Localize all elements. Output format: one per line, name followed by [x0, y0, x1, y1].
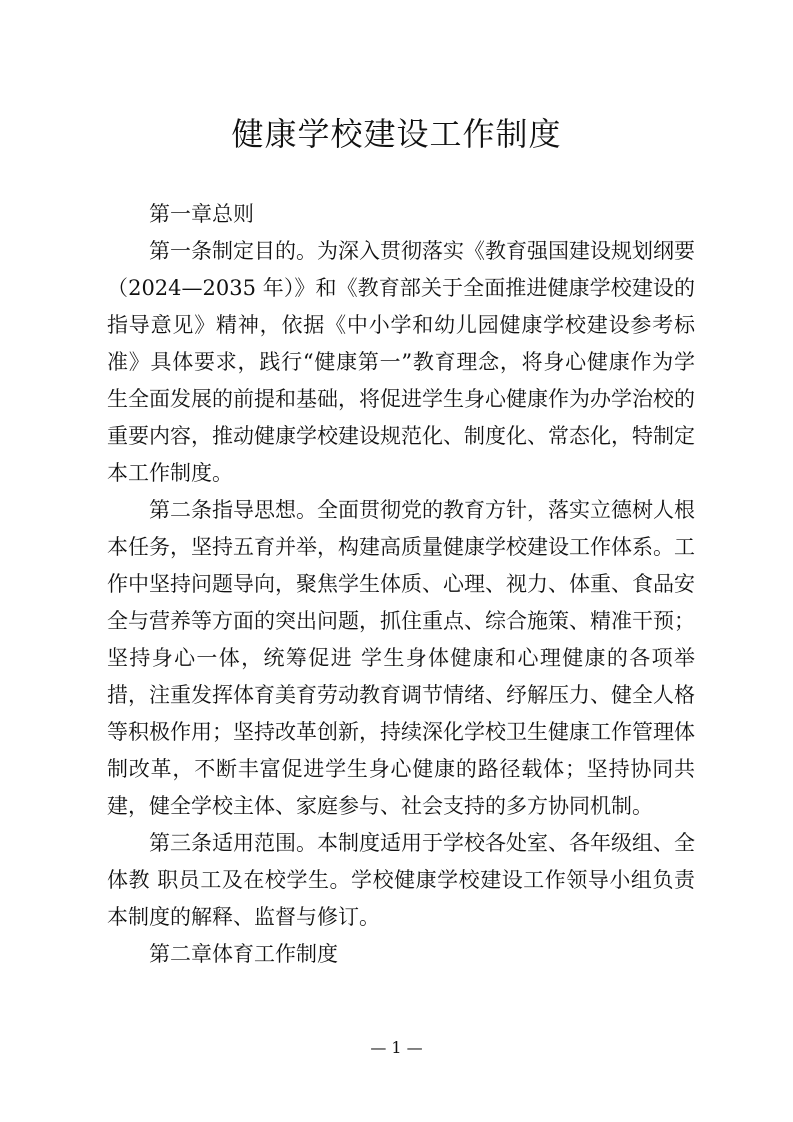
document-title: 健康学校建设工作制度 [231, 115, 562, 153]
document-body [107, 196, 695, 973]
page-number: — 1 — [370, 1038, 423, 1057]
article-1-paragraph: 第一条制定目的。为深入贯彻落实《教育强国建设规划纲要（2024—2035 年）》和《教育部关于全面推进健康学校建设的指导意见》精神，依据《中小学和幼儿园健康学校建设参考标准》具体要求，践行“健康第一”教育理念，将身心健康作为学生全面发展的前提和基础，将促进学生身心健康作为办学治校的重要内容，推动健康学校建设规范化、制度化、常态化，特制定本工作制度。 [107, 239, 695, 485]
article-2-paragraph: 第二条指导思想。全面贯彻党的教育方针，落实立德树人根本任务，坚持五育并举，构建高质量健康学校建设工作体系。工作中坚持问题导向，聚焦学生体质、心理、视力、体重、食品安全与营养等方面的突出问题，抓住重点、综合施策、精准干预；坚持身心一体，统筹促进 学生身体健康和心理健康的各项举措，注重发挥体育美育劳动教育调节情绪、纾解压力、健全人格等积极作用；坚持改革创新，持续深化学校卫生健康工作管理体制改革，不断丰富促进学生身心健康的路径载体；坚持协同共建，健全学校主体、家庭参与、社会支持的多方协同机制。 [107, 498, 695, 818]
chapter-heading-1: 第一章总则 [149, 202, 254, 226]
article-3-paragraph: 第三条适用范围。本制度适用于学校各处室、各年级组、全体教 职员工及在校学生。学校健康学校建设工作领导小组负责本制度的解释、监督与修订。 [107, 831, 695, 929]
chapter-heading-2: 第二章体育工作制度 [149, 942, 338, 966]
